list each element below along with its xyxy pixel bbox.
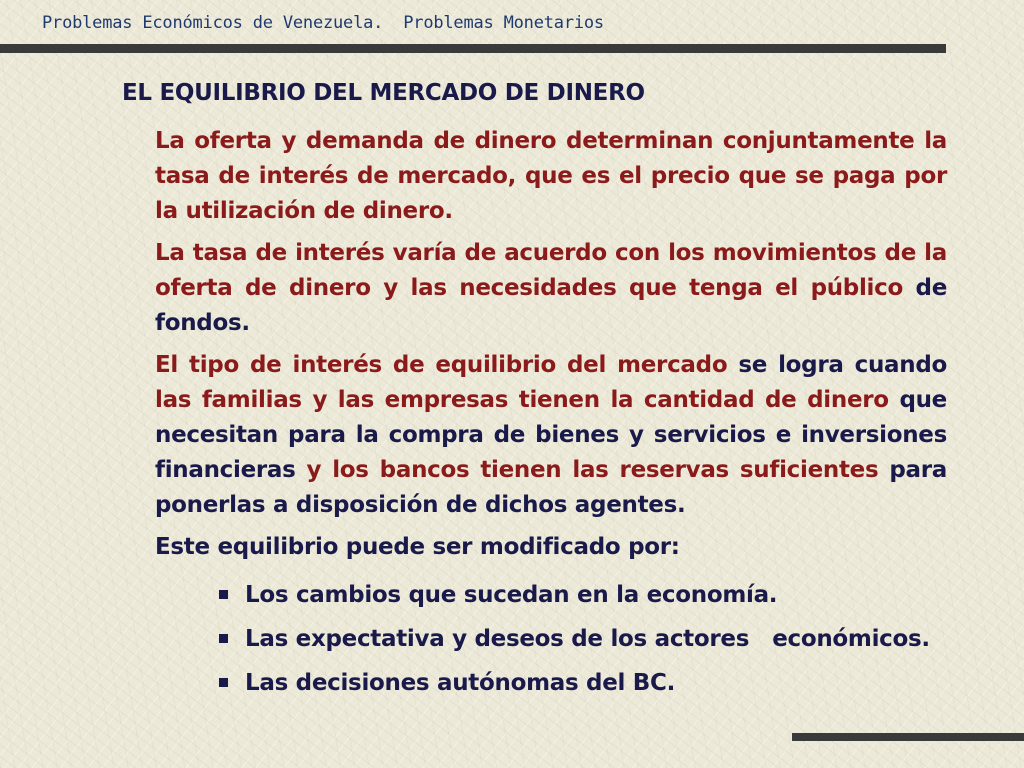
bullet-text: Los cambios que sucedan en la economía. bbox=[245, 582, 778, 608]
equilibrium-segment-1: El tipo de interés de equilibrio del mercado bbox=[155, 352, 728, 378]
bullet-text: Las expectativa y deseos de los actores económicos. bbox=[245, 626, 930, 652]
top-divider bbox=[0, 44, 946, 53]
equilibrium-segment-3: las familias y las empresas tienen la cantidad de dinero bbox=[155, 387, 889, 413]
bullet-list bbox=[155, 573, 947, 705]
square-bullet-icon bbox=[219, 634, 228, 643]
slide-body bbox=[155, 124, 947, 705]
bullet-item bbox=[155, 573, 947, 617]
paragraph-interest-rate-tail: de fondos. bbox=[155, 275, 948, 336]
equilibrium-segment-4: que necesitan para la compra de bienes y servicios e inversiones financieras bbox=[155, 387, 947, 483]
square-bullet-icon bbox=[219, 678, 228, 687]
equilibrium-segment-2: se logra cuando bbox=[727, 352, 947, 378]
equilibrium-segment-6: para ponerlas a disposición de dichos agentes. bbox=[155, 457, 947, 518]
bottom-divider bbox=[792, 733, 1024, 741]
paragraph-supply-demand: La oferta y demanda de dinero determinan conjuntamente la tasa de interés de mercado, que es el precio que se paga por la utilización de dinero. bbox=[155, 128, 947, 224]
bullet-item bbox=[155, 617, 947, 661]
bullet-text: Las decisiones autónomas del BC. bbox=[245, 670, 676, 696]
slide-title: EL EQUILIBRIO DEL MERCADO DE DINERO bbox=[122, 80, 645, 106]
bullets-lead: Este equilibrio puede ser modificado por: bbox=[155, 534, 680, 560]
paragraph-equilibrium bbox=[155, 348, 947, 523]
square-bullet-icon bbox=[219, 590, 228, 599]
slide-header: Problemas Económicos de Venezuela. Problemas Monetarios bbox=[42, 13, 604, 33]
equilibrium-segment-5: y los bancos tienen las reservas suficientes bbox=[306, 457, 879, 483]
paragraph-interest-rate bbox=[155, 236, 947, 341]
paragraph-interest-rate-text: La tasa de interés varía de acuerdo con los movimientos de la oferta de dinero y las necesidades que tenga el público bbox=[155, 240, 947, 301]
bullet-item bbox=[155, 661, 947, 705]
